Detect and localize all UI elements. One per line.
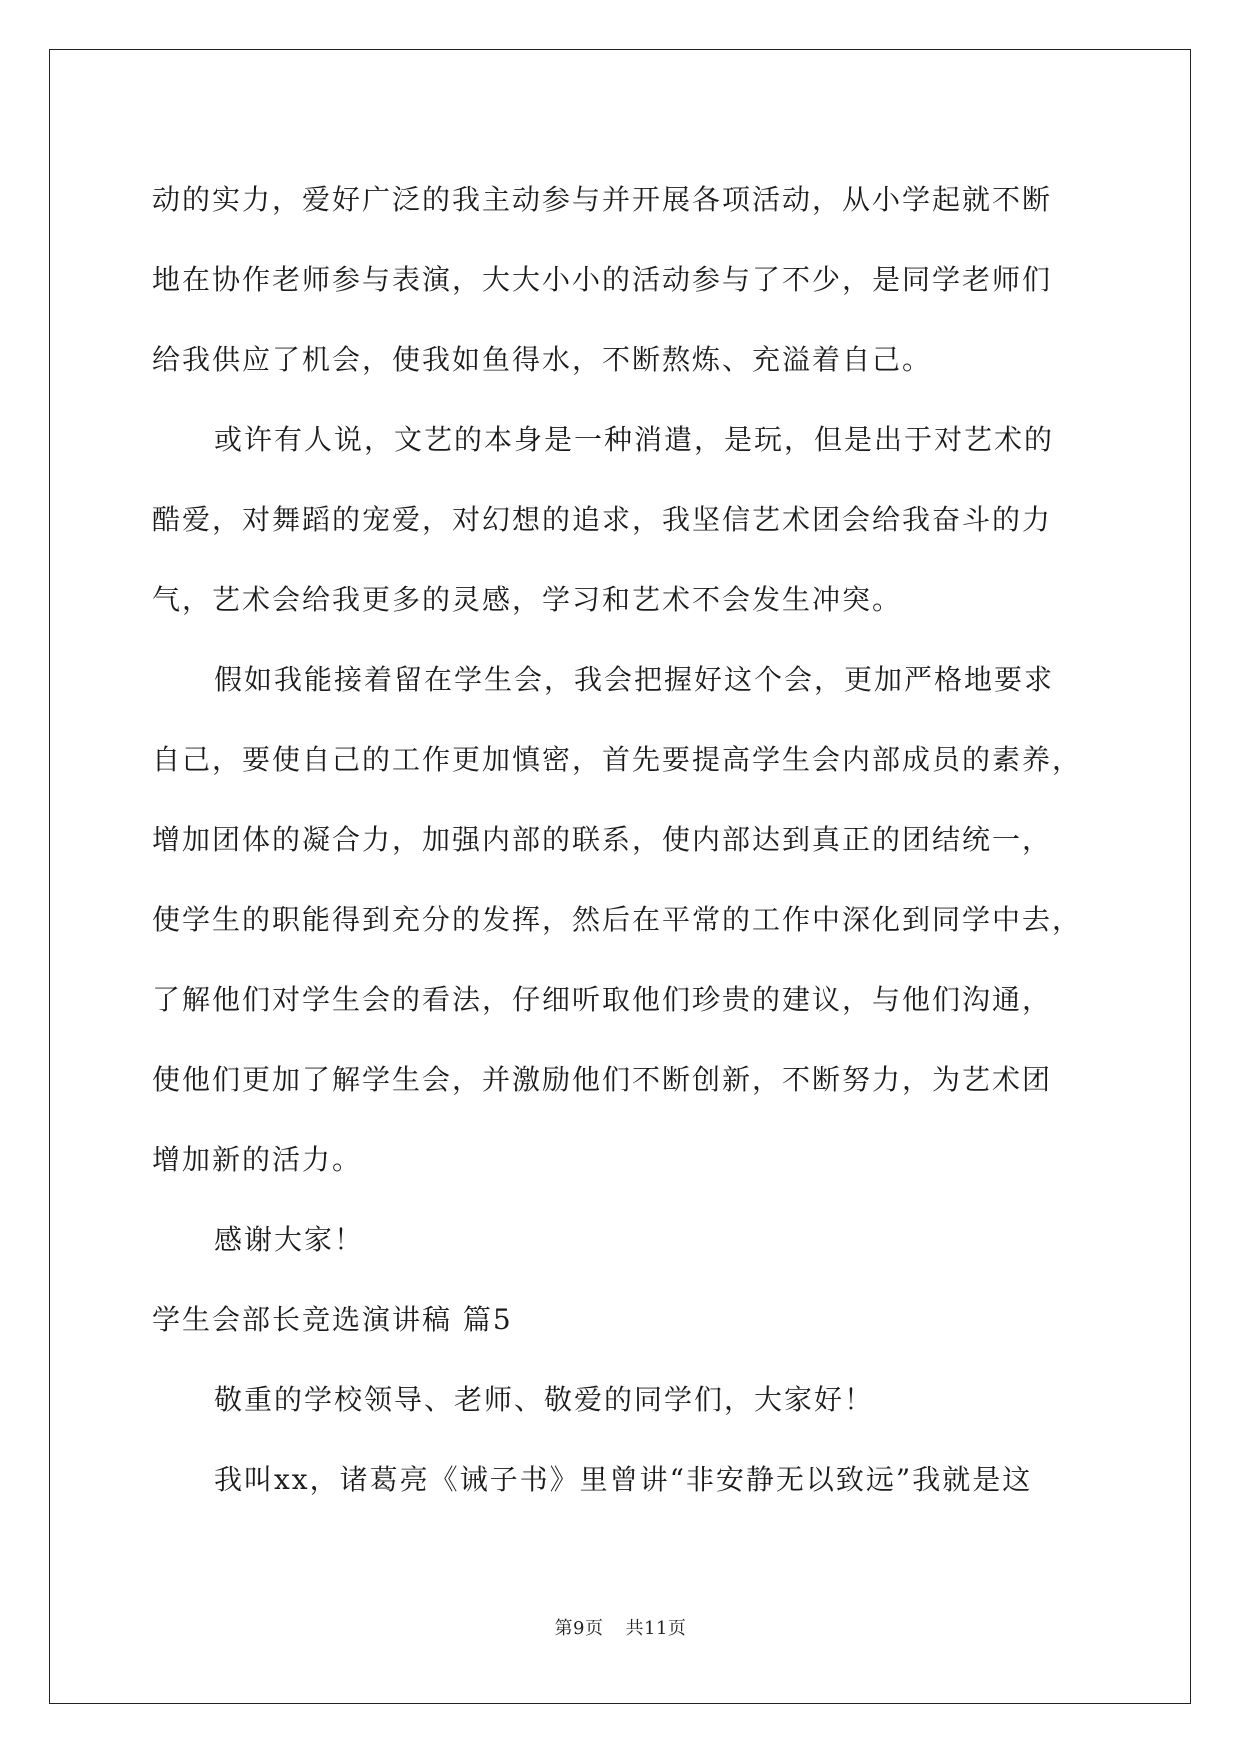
text-line: 给我供应了机会，使我如鱼得水，不断熬炼、充溢着自己。 <box>152 343 933 376</box>
salutation-line: 敬重的学校领导、老师、敬爱的同学们，大家好！ <box>214 1383 875 1416</box>
text-line: 酷爱，对舞蹈的宠爱，对幻想的追求，我坚信艺术团会给我奋斗的力 <box>152 503 1053 536</box>
text-line: 增加新的活力。 <box>152 1143 363 1176</box>
text-line: 假如我能接着留在学生会，我会把握好这个会，更加严格地要求 <box>214 663 1055 696</box>
text-line: 使他们更加了解学生会，并激励他们不断创新，不断努力，为艺术团 <box>152 1063 1053 1096</box>
section-heading: 学生会部长竞选演讲稿 篇5 <box>152 1303 513 1336</box>
text-line: 动的实力，爱好广泛的我主动参与并开展各项活动，从小学起就不断 <box>152 183 1053 216</box>
text-line: 使学生的职能得到充分的发挥，然后在平常的工作中深化到同学中去， <box>152 903 1083 936</box>
page-footer <box>0 1614 1241 1640</box>
text-line: 地在协作老师参与表演，大大小小的活动参与了不少，是同学老师们 <box>152 263 1053 296</box>
text-line: 自己，要使自己的工作更加慎密，首先要提高学生会内部成员的素养， <box>152 743 1083 776</box>
page-number-current: 第9页 <box>554 1618 604 1639</box>
document-body <box>152 160 1092 1520</box>
page-number-total: 共11页 <box>625 1618 687 1639</box>
text-line: 了解他们对学生会的看法，仔细听取他们珍贵的建议，与他们沟通， <box>152 983 1053 1016</box>
closing-line: 感谢大家！ <box>214 1223 365 1256</box>
text-line: 我叫xx，诸葛亮《诫子书》里曾讲“非安静无以致远”我就是这 <box>214 1463 1033 1496</box>
text-line: 或许有人说，文艺的本身是一种消遣，是玩，但是出于对艺术的 <box>214 423 1055 456</box>
text-line: 气，艺术会给我更多的灵感，学习和艺术不会发生冲突。 <box>152 583 903 616</box>
text-line: 增加团体的凝合力，加强内部的联系，使内部达到真正的团结统一， <box>152 823 1053 856</box>
